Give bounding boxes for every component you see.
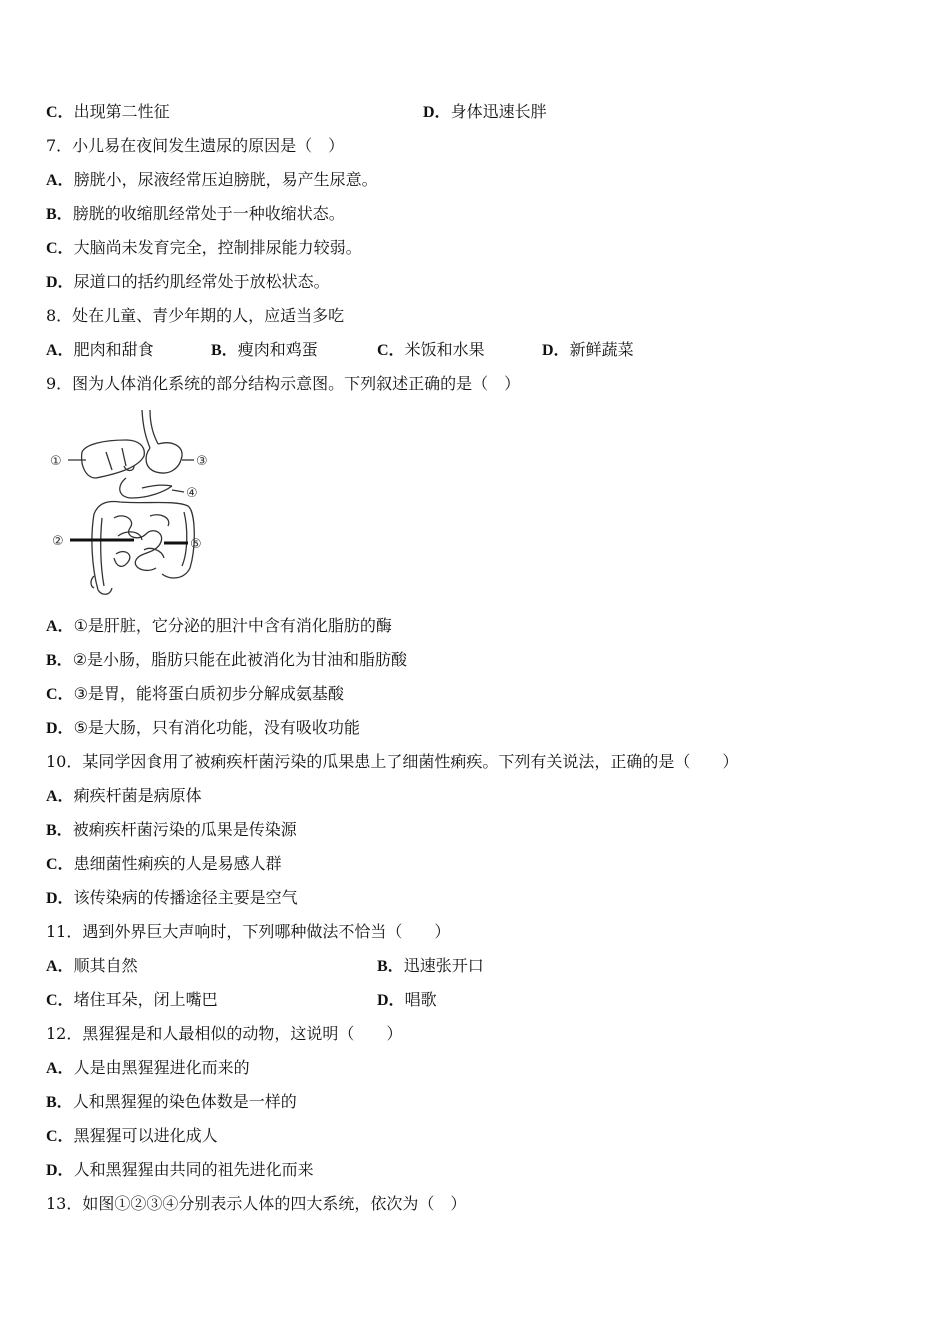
option-a: A．痢疾杆菌是病原体 bbox=[46, 786, 202, 805]
label-2: ② bbox=[52, 534, 64, 549]
digestive-system-diagram bbox=[46, 408, 216, 600]
label-5: ⑤ bbox=[190, 537, 202, 552]
digestive-system-figure bbox=[46, 408, 216, 600]
option-a: A．膀胱小，尿液经常压迫膀胱，易产生尿意。 bbox=[46, 170, 378, 189]
option-c: C．米饭和水果 bbox=[377, 340, 485, 359]
option-d: D．尿道口的括约肌经常处于放松状态。 bbox=[46, 272, 330, 291]
label-4: ④ bbox=[186, 486, 198, 501]
option-d: D．身体迅速长胖 bbox=[423, 102, 547, 121]
question-8: 8．处在儿童、青少年期的人，应适当多吃 bbox=[46, 306, 345, 325]
option-d: D．新鲜蔬菜 bbox=[542, 340, 634, 359]
option-row bbox=[46, 339, 634, 362]
option-d: D．唱歌 bbox=[377, 990, 437, 1009]
option-c: C．堵住耳朵，闭上嘴巴 bbox=[46, 990, 218, 1009]
option-a: A．①是肝脏，它分泌的胆汁中含有消化脂肪的酶 bbox=[46, 616, 392, 635]
option-a: A．肥肉和甜食 bbox=[46, 340, 154, 359]
option-b: B．人和黑猩猩的染色体数是一样的 bbox=[46, 1092, 297, 1111]
option-a: A．人是由黑猩猩进化而来的 bbox=[46, 1058, 250, 1077]
option-c: C．出现第二性征 bbox=[46, 102, 170, 121]
option-b: B．瘦肉和鸡蛋 bbox=[211, 340, 318, 359]
option-a: A．顺其自然 bbox=[46, 956, 138, 975]
option-c: C．③是胃，能将蛋白质初步分解成氨基酸 bbox=[46, 684, 344, 703]
option-row bbox=[46, 955, 484, 978]
label-3: ③ bbox=[196, 454, 208, 469]
option-b: B．迅速张开口 bbox=[377, 956, 484, 975]
question-13: 13．如图①②③④分别表示人体的四大系统，依次为（ ） bbox=[46, 1194, 467, 1213]
option-b: B．膀胱的收缩肌经常处于一种收缩状态。 bbox=[46, 204, 345, 223]
option-c: C．黑猩猩可以进化成人 bbox=[46, 1126, 218, 1145]
option-b: B．②是小肠，脂肪只能在此被消化为甘油和脂肪酸 bbox=[46, 650, 408, 669]
option-c: C．患细菌性痢疾的人是易感人群 bbox=[46, 854, 282, 873]
option-c: C．大脑尚未发育完全，控制排尿能力较弱。 bbox=[46, 238, 362, 257]
option-d: D．该传染病的传播途径主要是空气 bbox=[46, 888, 298, 907]
option-row bbox=[46, 989, 437, 1012]
question-10: 10．某同学因食用了被痢疾杆菌污染的瓜果患上了细菌性痢疾。下列有关说法，正确的是（ ） bbox=[46, 752, 739, 771]
question-7: 7．小儿易在夜间发生遗尿的原因是（ ） bbox=[46, 136, 345, 155]
option-d: D．人和黑猩猩由共同的祖先进化而来 bbox=[46, 1160, 314, 1179]
question-12: 12．黑猩猩是和人最相似的动物，这说明（ ） bbox=[46, 1024, 403, 1043]
label-1: ① bbox=[50, 454, 62, 469]
question-9: 9．图为人体消化系统的部分结构示意图。下列叙述正确的是（ ） bbox=[46, 374, 521, 393]
question-11: 11．遇到外界巨大声响时，下列哪种做法不恰当（ ） bbox=[46, 922, 451, 941]
option-b: B．被痢疾杆菌污染的瓜果是传染源 bbox=[46, 820, 297, 839]
option-row bbox=[46, 101, 547, 124]
option-d: D．⑤是大肠，只有消化功能，没有吸收功能 bbox=[46, 718, 360, 737]
